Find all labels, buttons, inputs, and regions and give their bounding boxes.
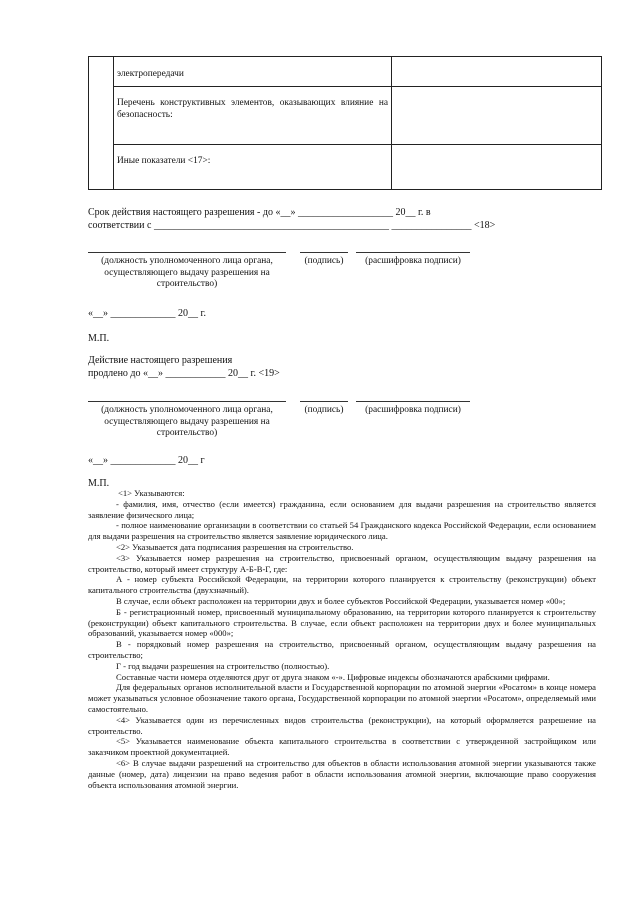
row-value-cell <box>392 57 602 87</box>
row-label-cell <box>114 87 392 145</box>
footnote-paragraph: <2> Указывается дата подписания разрешения на строительство. <box>116 541 354 552</box>
row-number-cell <box>89 57 114 87</box>
stamp-label: М.П. <box>88 478 110 489</box>
validity-line-2: соответствии с _______________________________________________ ________________ <18> <box>88 220 496 231</box>
row-value <box>392 87 601 98</box>
footnote-paragraph: В - порядковый номер разрешения на строительство, присвоенный органом, осуществляющим выдачу разрешения на строительство; <box>88 639 596 660</box>
row-value <box>392 145 601 156</box>
footnote-paragraph: В случае, если объект расположен на территории двух и более субъектов Российской Федерации, указывается номер «00»; <box>116 595 566 606</box>
row-value <box>392 57 601 69</box>
footnote-paragraph: <1> Указываются: <box>118 488 185 498</box>
table-row <box>89 87 602 145</box>
table-row <box>89 145 602 190</box>
extension-line-1: Действие настоящего разрешения <box>88 355 233 366</box>
table-row <box>89 57 602 87</box>
signature-position-line <box>88 252 286 253</box>
footnote-paragraph: А - номер субъекта Российской Федерации, на территории которого планируется к строительству (реконструкции) объект капитального строительства (двухзначный). <box>88 574 596 596</box>
signature-decoding-line <box>356 252 470 253</box>
row-label: электропередачи <box>117 69 184 79</box>
position-caption: (должность уполномоченного лица органа, осуществляющего выдачу разрешения на строительство) <box>101 405 273 438</box>
signature-position-line <box>88 401 286 402</box>
decoding-caption: (расшифровка подписи) <box>365 405 461 415</box>
signature-line <box>300 252 348 253</box>
stamp-label: М.П. <box>88 333 110 344</box>
signature-caption: (подпись) <box>304 405 344 415</box>
footnote-paragraph: Для федеральных органов исполнительной власти и Государственной корпорации по атомной энергии «Росатом» в конце номера может указываться условное обозначение такого органа, Государственной корпорации по атомной энергии «Росатом», определяемый ими самостоятельно. <box>88 682 596 714</box>
row-value-cell <box>392 87 602 145</box>
permit-table <box>88 56 602 190</box>
footnote-paragraph: Г - год выдачи разрешения на строительство (полностью). <box>116 660 330 671</box>
footnote-paragraph: - полное наименование организации в соответствии со статьей 54 Гражданского кодекса Российской Федерации, если основанием для выдачи разрешения на строительство является заявление юридического лица. <box>88 520 596 542</box>
decoding-caption: (расшифровка подписи) <box>365 256 461 266</box>
footnote-paragraph: Б - регистрационный номер, присвоенный муниципальному образованию, на территории которого планируется к строительству (реконструкции) объект капитального строительства. В случае, если объект расположен на территории двух и более муниципальных образований, указывается номер «000»; <box>88 606 596 639</box>
row-label-cell <box>114 57 392 87</box>
row-value-cell <box>392 145 602 190</box>
footnote-paragraph: <3> Указывается номер разрешения на строительство, присвоенный органом, осуществляющим выдачу разрешения на строительство, который имеет структуру А-Б-В-Г, где: <box>88 552 596 574</box>
signature-line <box>300 401 348 402</box>
footnote-paragraph: - фамилия, имя, отчество (если имеется) гражданина, если основанием для выдачи разрешения на строительство является заявление физического лица; <box>88 498 596 520</box>
signature-date: «__» _____________ 20__ г. <box>88 308 206 319</box>
footnote-paragraph: <5> Указывается наименование объекта капитального строительства в соответствии с утвержденной застройщиком или заказчиком проектной документацией. <box>88 736 596 758</box>
row-label: Иные показатели <17>: <box>117 156 211 166</box>
signature-caption: (подпись) <box>304 256 344 266</box>
row-number-cell <box>89 145 114 190</box>
footnote-paragraph: <6> В случае выдачи разрешений на строительство для объектов в области использования атомной энергии указываются также данные (номер, дата) лицензии на право ведения работ в области использования атомной энергии, включающие право сооружения объекта использования атомной энергии. <box>88 757 596 790</box>
row-label-cell <box>114 145 392 190</box>
validity-line-1: Срок действия настоящего разрешения - до «__» ___________________ 20__ г. в <box>88 207 431 218</box>
extension-line-2: продлено до «__» ____________ 20__ г. <19> <box>88 368 280 379</box>
signature-date: «__» _____________ 20__ г <box>88 455 205 466</box>
row-number-cell <box>89 87 114 145</box>
footnotes <box>88 488 596 790</box>
position-caption: (должность уполномоченного лица органа, осуществляющего выдачу разрешения на строительство) <box>101 256 273 289</box>
footnote-paragraph: <4> Указывается один из перечисленных видов строительства (реконструкции), на который оформляется разрешение на строительство. <box>88 714 596 736</box>
footnote-paragraph: Составные части номера отделяются друг от друга знаком «-». Цифровые индексы обозначаются арабскими цифрами. <box>116 671 550 682</box>
row-label: Перечень конструктивных элементов, оказывающих влияние на безопасность: <box>117 98 388 120</box>
signature-decoding-line <box>356 401 470 402</box>
